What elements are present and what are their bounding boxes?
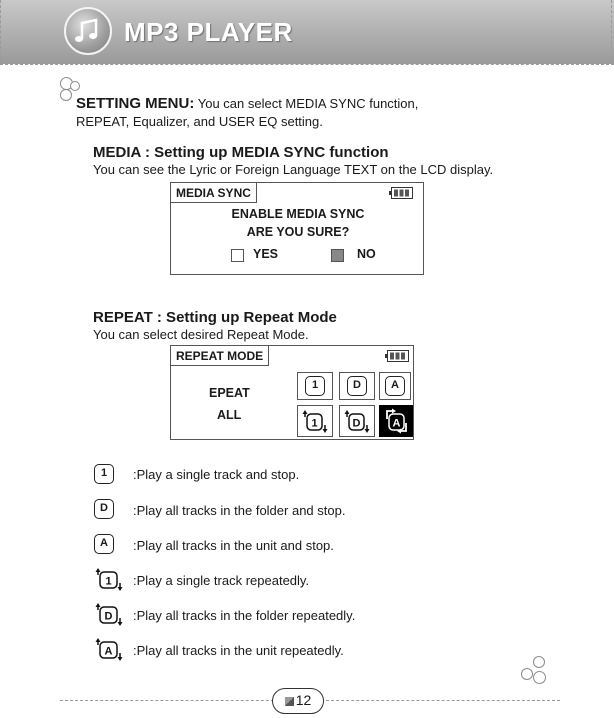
repeat-folder-stop-button[interactable]: D [347, 376, 367, 396]
legend-icon-label: 1 [105, 575, 112, 588]
repeat-unit-icon-selected[interactable] [382, 407, 410, 435]
legend-text-4: :Play a single track repeatedly. [133, 573, 310, 588]
repeat-description: You can select desired Repeat Mode. [93, 327, 309, 342]
media-title: MEDIA : Setting up MEDIA SYNC function [93, 144, 389, 161]
legend-text-2: :Play all tracks in the folder and stop. [133, 503, 346, 518]
page-number: 12 [295, 692, 312, 708]
repeat-mode-screen [170, 345, 414, 440]
lcd-tab: MEDIA SYNC [171, 183, 257, 203]
intro-text-1: You can select MEDIA SYNC function, [197, 96, 419, 111]
legend-text-6: :Play all tracks in the unit repeatedly. [133, 643, 344, 658]
rep-icon-label: 1 [311, 417, 318, 430]
page-title: MP3 PLAYER [124, 17, 293, 47]
legend-icon-label: D [104, 610, 113, 623]
repeat-unit-stop-button[interactable]: A [385, 376, 405, 396]
intro-label: SETTING MENU: [76, 95, 195, 112]
bubble-decoration [60, 89, 72, 101]
bubble-decoration [533, 671, 546, 684]
bubble-decoration [533, 656, 545, 668]
bubble-decoration [521, 668, 533, 680]
page-icon [285, 697, 294, 706]
folder-repeat-icon [94, 600, 126, 628]
repeat-single-stop-button[interactable]: 1 [305, 376, 325, 396]
lcd-line-1: EPEAT [209, 386, 250, 400]
legend-text-5: :Play all tracks in the folder repeatedly. [133, 608, 356, 623]
repeat-folder-icon[interactable] [343, 407, 371, 435]
repeat-single-icon[interactable] [301, 407, 329, 435]
no-checkbox[interactable] [331, 249, 344, 262]
lcd-line-1: ENABLE MEDIA SYNC [231, 207, 365, 221]
lcd-line-2: ARE YOU SURE? [246, 225, 350, 239]
single-repeat-icon [94, 565, 126, 593]
no-label: NO [357, 247, 376, 261]
intro-line-1 [76, 95, 418, 113]
lcd-tab: REPEAT MODE [171, 346, 269, 366]
unit-repeat-icon [94, 635, 126, 663]
music-note-icon [64, 7, 112, 55]
media-description: You can see the Lyric or Foreign Language TEXT on the LCD display. [93, 162, 494, 177]
rep-icon-label: A [392, 417, 401, 430]
bubble-decoration [70, 81, 80, 91]
legend-icon-label: A [104, 645, 113, 658]
page-number-badge [272, 688, 324, 714]
media-sync-screen [170, 182, 424, 275]
repeat-title: REPEAT : Setting up Repeat Mode [93, 309, 337, 326]
folder-stop-icon: D [94, 499, 114, 519]
intro-text-2: REPEAT, Equalizer, and USER EQ setting. [76, 114, 323, 129]
header-divider [0, 64, 614, 65]
legend-text-3: :Play all tracks in the unit and stop. [133, 538, 334, 553]
lcd-line-2: ALL [217, 408, 242, 422]
unit-stop-icon: A [94, 534, 114, 554]
rep-icon-label: D [352, 417, 361, 430]
battery-icon [385, 350, 409, 362]
yes-label: YES [253, 247, 279, 261]
yes-checkbox[interactable] [231, 249, 244, 262]
single-stop-icon: 1 [94, 464, 114, 484]
legend-text-1: :Play a single track and stop. [133, 467, 300, 482]
battery-icon [389, 187, 413, 199]
